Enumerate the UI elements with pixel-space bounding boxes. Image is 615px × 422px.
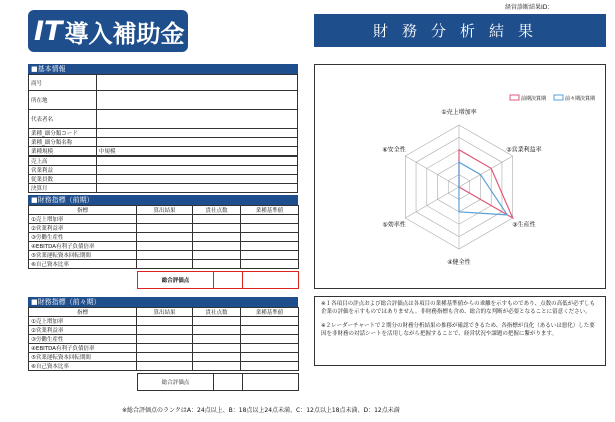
indicator-name: ③労働生産性 [29,233,137,242]
radar-axis-label: ⑥安全性 [382,146,406,154]
basic-info-value [97,75,298,91]
basic-info-value [97,138,298,147]
basic-info-heading: ■基本情報 [28,64,298,74]
indicator-cell [193,260,241,269]
indicator-cell [241,224,299,233]
indicator-cell [193,353,241,362]
basic-info-label: 所在地 [29,91,97,110]
column-header: 貴社点数 [193,308,241,317]
indicator-cell [241,362,299,371]
radar-axis-label: ⑤効率性 [382,221,406,229]
prev2-score-label: 総合評価点 [138,374,214,391]
notes-box [314,296,606,366]
indicator-cell [241,260,299,269]
basic-info-table [28,74,298,193]
basic-info-label: 業種_細分類名称 [29,138,97,147]
column-header: 算出結果 [137,206,193,215]
column-header: 業種基準値 [241,308,299,317]
indicator-row [29,335,299,344]
indicator-cell [193,335,241,344]
radar-chart-panel [314,64,606,289]
rank-footnote: ※総合評価点のランクはA：24点以上、B：18点以上24点未満、C：12点以上18点未満、D：12点未満 [122,407,400,414]
indicator-row [29,362,299,371]
indicator-cell [241,344,299,353]
radar-chart [315,65,605,288]
basic-info-row [29,75,298,91]
indicator-cell [241,233,299,242]
column-header: 貴社点数 [193,206,241,215]
legend-label: 前々期決算期 [565,96,596,102]
indicator-row [29,326,299,335]
basic-info-row [29,184,298,193]
indicator-cell [241,335,299,344]
indicator-row [29,344,299,353]
note-1: ※１各項目の評点および総合評価点は各項目の業種基準値からの乖離を示すものであり、点数の高低が必ずしも企業の評価を示すものではありません。非財務指標も含め、総合的な判断が必要となることに留意ください。 [321,301,596,315]
basic-info-value [97,184,298,193]
indicator-name: ②営業利益率 [29,224,137,233]
indicator-cell [241,215,299,224]
legend-label: 前期決算期 [521,96,547,102]
prev2-score-rank [243,374,299,391]
basic-info-label: 業種規模 [29,147,97,157]
basic-info-row [29,110,298,129]
indicator-cell [137,233,193,242]
indicator-cell [137,317,193,326]
basic-info-value [97,175,298,184]
indicator-row [29,353,299,362]
diagnosis-id-label: 経営診断結果ID： [505,4,554,11]
indicator-cell [193,215,241,224]
basic-info-row [29,129,298,138]
basic-info-value [97,91,298,110]
indicator-cell [137,353,193,362]
indicator-name: ④EBITDA有利子負債倍率 [29,242,137,251]
indicator-cell [241,353,299,362]
indicator-row [29,233,299,242]
basic-info-value: 中規模 [97,147,298,157]
basic-info-value [97,110,298,129]
basic-info-row [29,175,298,184]
basic-info-row [29,156,298,166]
basic-info-label: 代表者名 [29,110,97,129]
indicator-cell [193,242,241,251]
indicator-cell [137,335,193,344]
radar-axis-label: ①売上増加率 [441,109,477,116]
indicator-name: ③労働生産性 [29,335,137,344]
indicator-cell [137,251,193,260]
prev-score-table [137,271,299,289]
basic-info-label: 業種_細分類コード [29,129,97,138]
basic-info-label: 従業員数 [29,175,97,184]
indicator-row [29,215,299,224]
indicator-row [29,242,299,251]
column-header: 業種基準値 [241,206,299,215]
basic-info-label: 営業利益 [29,166,97,175]
indicator-name: ①売上増加率 [29,215,137,224]
indicator-name: ⑤営業運転資本回転期間 [29,251,137,260]
column-header: 指標 [29,308,137,317]
indicator-cell [193,224,241,233]
prev2-score-value [214,374,243,391]
basic-info-row [29,138,298,147]
prev2-period-table [28,307,299,371]
indicator-cell [193,362,241,371]
indicator-name: ②営業利益率 [29,326,137,335]
prev2-period-heading: ■財務指標（前々期） [28,297,298,307]
legend-swatch [554,95,563,100]
indicator-cell [137,326,193,335]
indicator-name: ⑥自己資本比率 [29,362,137,371]
column-header: 指標 [29,206,137,215]
column-header: 算出結果 [137,308,193,317]
indicator-cell [241,242,299,251]
indicator-cell [193,317,241,326]
radar-spoke [405,156,459,187]
page-title: 財務分析結果 [314,14,606,47]
basic-info-value [97,166,298,175]
prev-score-value [214,272,243,289]
radar-axis-label: ③生産性 [512,221,536,229]
indicator-name: ①売上増加率 [29,317,137,326]
prev-score-label: 総合評価点 [138,272,214,289]
radar-series-line [459,150,513,218]
basic-info-label: 売上高 [29,156,97,166]
logo-it-text: IT [34,15,63,47]
indicator-cell [241,251,299,260]
legend-swatch [510,95,519,100]
indicator-cell [137,260,193,269]
indicator-row [29,224,299,233]
indicator-cell [241,326,299,335]
basic-info-label: 商号 [29,75,97,91]
indicator-cell [137,362,193,371]
note-2: ※２レーダーチャートで２期分の財務分析結果の推移が確認できるため、各指標が良化（あるいは悪化）した要因を非財務の対話シートを活用しながら把握することで、経営状況や課題の把握に繋がります。 [321,323,595,337]
prev2-period-section [28,297,298,371]
indicator-cell [241,317,299,326]
indicator-cell [193,344,241,353]
basic-info-row [29,166,298,175]
basic-info-row [29,91,298,110]
prev-score-rank [243,272,299,289]
basic-info-value [97,129,298,138]
prev-period-section [28,195,298,269]
indicator-row [29,260,299,269]
radar-spoke [405,187,459,218]
indicator-cell [137,242,193,251]
prev-period-table [28,205,299,269]
indicator-cell [193,233,241,242]
radar-axis-label: ④健全性 [447,259,471,266]
it-subsidy-logo [28,10,188,52]
radar-axis-label: ②営業利益率 [506,146,542,154]
indicator-cell [137,344,193,353]
indicator-row [29,317,299,326]
basic-info-value [97,156,298,166]
indicator-cell [137,224,193,233]
indicator-cell [137,215,193,224]
indicator-name: ④EBITDA有利子負債倍率 [29,344,137,353]
prev2-score-table [137,373,299,391]
prev2-score-row [137,373,299,391]
basic-info-section [28,64,298,193]
indicator-name: ⑥自己資本比率 [29,260,137,269]
prev-score-row [137,271,299,289]
basic-info-row [29,147,298,157]
logo-rest-text: 導入補助金 [64,19,185,48]
indicator-cell [193,251,241,260]
basic-info-label: 決算月 [29,184,97,193]
indicator-row [29,251,299,260]
indicator-name: ⑤営業運転資本回転期間 [29,353,137,362]
prev-period-heading: ■財務指標（前期） [28,195,298,205]
indicator-cell [193,326,241,335]
